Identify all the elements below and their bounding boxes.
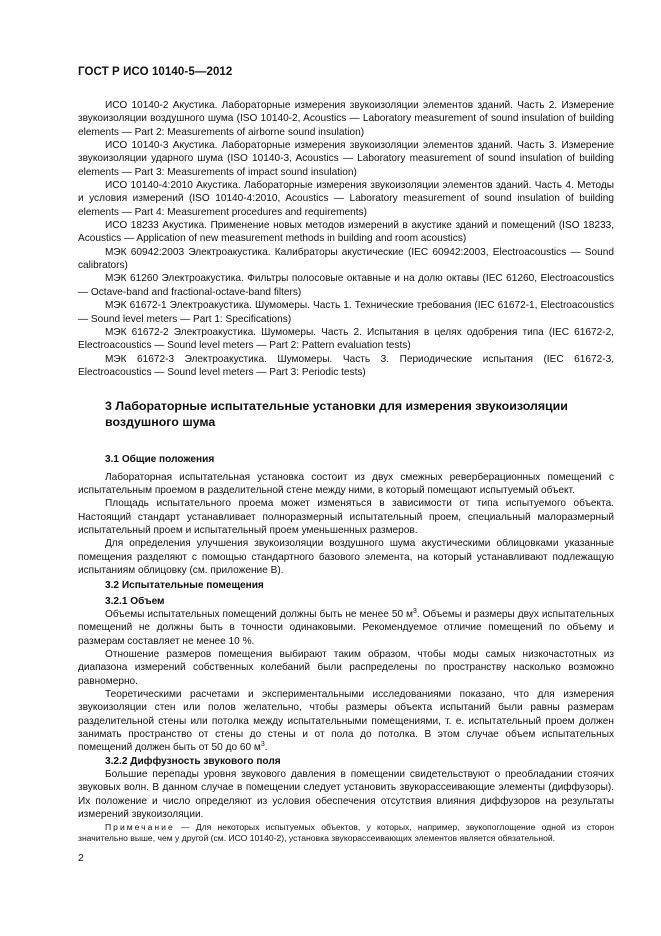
- paragraph: Для определения улучшения звукоизоляции воздушного шума акустическими облицовками указанные помещения разделяют с помощью стандартного базового элемента, на который устанавливают подлежащую испытаниям облицовку (см. приложение В).: [78, 538, 614, 576]
- normative-references: [78, 99, 614, 379]
- superscript: 3: [412, 608, 417, 615]
- text-run: Теоретическими расчетами и экспериментальными исследованиями показано, что для измерения звукоизоляции стен или полов желательно, чтобы размеры объекта испытаний были равны размерам разделительной стены или потолка между испытательными помещениями, т. е. испытательный проем должен занимать пространство от стены до стены и от пола до потолка. В этом случае объем испытательных помещений должен быть от 50 до 60 м: [78, 689, 614, 754]
- paragraph: Лабораторная испытательная установка состоит из двух смежных реверберационных помещений с испытательным проемом в разделительной стене между ними, в который помещают испытуемый объект.: [78, 471, 614, 496]
- reference-item: МЭК 61672-1 Электроакустика. Шумомеры. Часть 1. Технические требования (IEC 61672-1, Electroacoustics — Sound level meters — Part 1: Specifications): [78, 300, 614, 325]
- paragraph: [78, 688, 614, 755]
- paragraph: Площадь испытательного проема может изменяться в зависимости от типа испытуемого объекта. Настоящий стандарт устанавливает полноразмерный испытательный проем, специальный малоразмерный испытательный проем и испытательный проем уменьшенных размеров.: [78, 498, 614, 536]
- note-text: — Для некоторых испытуемых объектов, у которых, например, звукопоглощение одной из сторон значительно выше, чем у другой (см. ИСО 10140-2), установка звукорассеивающих элементов является обязательной.: [78, 821, 614, 843]
- section-3-2-heading: 3.2 Испытательные помещения: [105, 580, 264, 592]
- reference-item: МЭК 61672-3 Электроакустика. Шумомеры. Часть 3. Периодические испытания (IEC 61672-3, Electroacoustics — Sound level meters — Part 3: Periodic tests): [78, 353, 614, 378]
- reference-item: МЭК 61672-2 Электроакустика. Шумомеры. Часть 2. Испытания в целях одобрения типа (IEC 61672-2, Electroacoustics — Sound level meters — Part 2: Pattern evaluation tests): [78, 326, 614, 352]
- superscript: 3: [260, 741, 265, 749]
- text-run: . Объемы и размеры двух испытательных помещений не должны быть в точности одинаковыми. Рекомендуемое отличие помещений по объему и размерам составляет не менее 10 %.: [78, 609, 614, 647]
- document-header: ГОСТ Р ИСО 10140-5—2012: [78, 66, 233, 78]
- note-label: Примечание: [105, 821, 175, 832]
- reference-item: ИСО 18233 Акустика. Применение новых методов измерений в акустике зданий и помещений (ISO 18233, Acoustics — Application of new measurement methods in building and room acoustics): [78, 220, 614, 245]
- text-run: Объемы испытательных помещений должны быть не менее 50 м: [105, 609, 413, 620]
- reference-item: МЭК 61260 Электроакустика. Фильтры полосовые октавные и на долю октавы (IEC 61260, Electroacoustics — Octave-band and fractional-octave-band filters): [78, 273, 614, 298]
- page-number: 2: [78, 852, 84, 864]
- section-3-1-heading: 3.1 Общие положения: [105, 454, 215, 466]
- section-3-2-1-heading: 3.2.1 Объем: [105, 595, 165, 607]
- page-content: [78, 99, 614, 845]
- paragraph: Большие перепады уровня звукового давления в помещении свидетельствуют о преобладании стоячих звуковых волн. В данном случае в помещении следует установить звукорассеивающие элементы (диффузоры). Их положение и число определяют из условия обеспечения отсутствия влияния диффузоров на результаты измерений звукоизоляции.: [78, 769, 614, 821]
- section-3-2-2-heading: 3.2.2 Диффузность звукового поля: [105, 755, 281, 767]
- reference-item: ИСО 10140-2 Акустика. Лабораторные измерения звукоизоляции элементов зданий. Часть 2. Измерение звукоизоляции воздушного шума (ISO 10140-2, Acoustics — Laboratory measurement of sound insulation of building elements — Part 2: Measurements of airborne sound insulation): [78, 100, 614, 138]
- reference-item: МЭК 60942:2003 Электроакустика. Калибраторы акустические (IEC 60942:2003, Electroacoustics — Sound calibrators): [78, 246, 614, 272]
- note: [78, 822, 614, 845]
- reference-item: ИСО 10140-3 Акустика. Лабораторные измерения звукоизоляции элементов зданий. Часть 3. Измерение звукоизоляции ударного шума (ISO 10140-3, Acoustics — Laboratory measurement of sound insulation of building elements — Part 3: Measurements of impact sound insulation): [78, 140, 614, 178]
- text-run: .: [264, 742, 268, 754]
- paragraph: [78, 608, 614, 648]
- section-3-heading: 3 Лабораторные испытательные установки для измерения звукоизоляции воздушного шума: [105, 399, 568, 430]
- paragraph: Отношение размеров помещения выбирают таким образом, чтобы моды самых низкочастотных из диапазона измерений собственных колебаний были распределены по пространству насколько возможно равномерно.: [78, 649, 614, 687]
- reference-item: ИСО 10140-4:2010 Акустика. Лабораторные измерения звукоизоляции элементов зданий. Часть 4. Методы и условия измерений (ISO 10140-4:2010, Acoustics — Laboratory measurement of sound insulation of building elements — Part 4: Measurement procedures and requirements): [78, 180, 614, 218]
